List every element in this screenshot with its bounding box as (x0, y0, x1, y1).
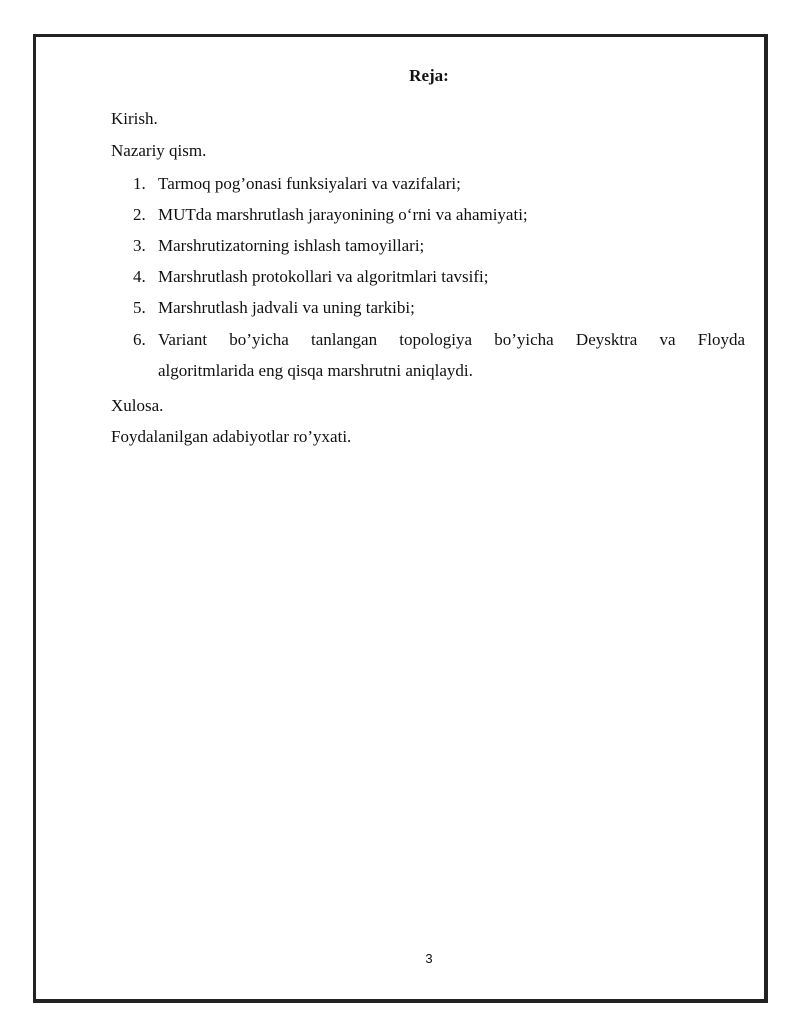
list-item-text: Variant bo’yicha tanlangan topologiya bo’yicha Deysktra va Floyda (158, 330, 745, 349)
list-item-number: 1. (133, 174, 146, 193)
page-title: Reja: (409, 66, 449, 85)
conclusion-line: Xulosa. (111, 396, 164, 415)
list-item-text: Marshrutlash jadvali va uning tarkibi; (158, 298, 415, 317)
list-item-text: Marshrutlash protokollari va algoritmlari tavsifi; (158, 267, 489, 286)
list-item-number: 3. (133, 236, 146, 255)
list-item-text: Marshrutizatorning ishlash tamoyillari; (158, 236, 425, 255)
list-item-number: 6. (133, 330, 146, 349)
intro-line: Kirish. (111, 109, 158, 128)
list-item-number: 4. (133, 267, 146, 286)
list-item (133, 292, 745, 323)
references-line: Foydalanilgan adabiyotlar ro’yxati. (111, 427, 352, 446)
theory-line: Nazariy qism. (111, 141, 207, 160)
list-item-number: 5. (133, 298, 146, 317)
list-item (133, 199, 745, 230)
list-item (133, 261, 745, 292)
list-item-text: Tarmoq pog’onasi funksiyalari va vazifalari; (158, 174, 461, 193)
list-item-number: 2. (133, 205, 146, 224)
list-item-text: MUTda marshrutlash jarayonining o‘rni va ahamiyati; (158, 205, 528, 224)
list-item (133, 168, 745, 199)
list-item (133, 230, 745, 261)
list-item (133, 324, 745, 386)
page-number: 3 (425, 951, 433, 966)
list-item-text-continued: algoritmlarida eng qisqa marshrutni aniqlaydi. (158, 361, 473, 380)
